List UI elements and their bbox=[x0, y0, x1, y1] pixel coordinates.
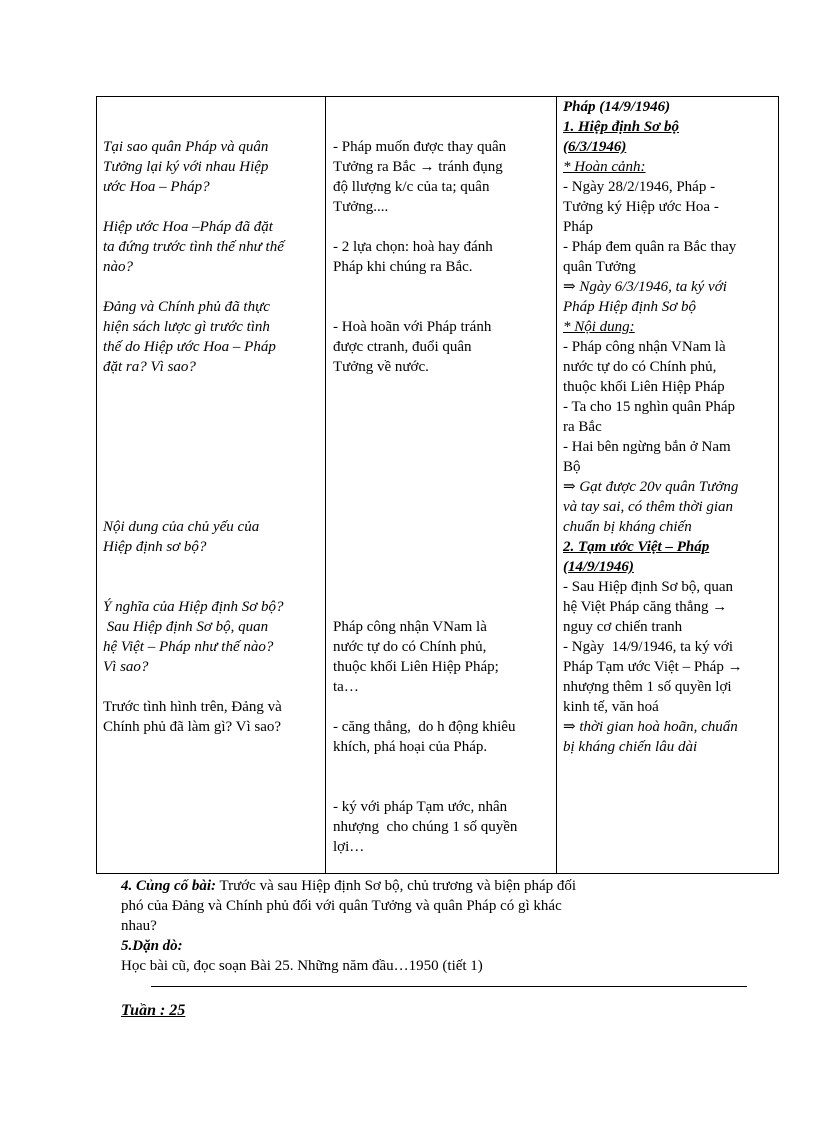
answers-column bbox=[326, 97, 557, 873]
continued-title: Pháp (14/9/1946) bbox=[563, 99, 671, 115]
context-lines bbox=[563, 177, 778, 277]
text-line: - Pháp muốn được thay quân bbox=[333, 139, 507, 155]
text-line: ước Hoa – Pháp? bbox=[103, 179, 210, 195]
answer-6 bbox=[333, 797, 517, 857]
text-line: - ký với pháp Tạm ước, nhân bbox=[333, 799, 508, 815]
text-line: độ llượng k/c của ta; quân bbox=[333, 179, 490, 195]
content-heading: * Nội dung: bbox=[563, 319, 635, 335]
text-line: ⇒ Gạt được 20v quân Tưởng bbox=[563, 479, 739, 495]
text-line: hiện sách lược gì trước tình bbox=[103, 319, 270, 335]
text-line: Ý nghĩa của Hiệp định Sơ bộ? bbox=[103, 599, 284, 615]
text-line: Nội dung của chủ yếu của bbox=[103, 519, 260, 535]
text-line: Hiệp ước Hoa –Pháp đã đặt bbox=[103, 219, 273, 235]
homework-text: Học bài cũ, đọc soạn Bài 25. Những năm đầu…1950 (tiết 1) bbox=[121, 958, 483, 974]
question-1 bbox=[103, 137, 268, 197]
answer-1 bbox=[333, 137, 506, 217]
text-line: - Hai bên ngừng bắn ở Nam bbox=[563, 439, 731, 455]
text-line: Tưởng.... bbox=[333, 199, 389, 215]
agreement-lines bbox=[563, 577, 778, 717]
week-label: Tuần : 25 bbox=[121, 1002, 186, 1019]
text-line: Pháp khi chúng ra Bắc. bbox=[333, 259, 473, 275]
homework-label: 5.Dặn dò: bbox=[121, 938, 183, 954]
text-line: thuộc khối Liên Hiệp Pháp; bbox=[333, 659, 499, 675]
text-line: Tưởng ra Bắc → tránh đụng bbox=[333, 159, 503, 175]
text-line: nhượng cho chúng 1 số quyền bbox=[333, 819, 518, 835]
text-line: được ctranh, đuổi quân bbox=[333, 339, 472, 355]
review-section bbox=[121, 876, 681, 976]
text-line: kinh tế, văn hoá bbox=[563, 699, 659, 715]
text-line: Chính phủ đã làm gì? Vì sao? bbox=[103, 719, 282, 735]
context-result bbox=[563, 277, 778, 317]
question-2 bbox=[103, 217, 284, 277]
context-heading: * Hoàn cảnh: bbox=[563, 159, 646, 175]
text-line: Pháp công nhận VNam là bbox=[333, 619, 487, 635]
text-line: (6/3/1946) bbox=[563, 139, 627, 155]
text-line: ta… bbox=[333, 679, 359, 695]
section-2-heading bbox=[563, 537, 778, 577]
agreement-result bbox=[563, 717, 778, 757]
text-line: Hiệp định sơ bộ? bbox=[103, 539, 207, 555]
text-line: - Sau Hiệp định Sơ bộ, quan bbox=[563, 579, 734, 595]
text-line: ⇒ Ngày 6/3/1946, ta ký với bbox=[563, 279, 727, 295]
text-line: đặt ra? Vì sao? bbox=[103, 359, 196, 375]
text-line: - Ta cho 15 nghìn quân Pháp bbox=[563, 399, 735, 415]
text-line: Tưởng ký Hiệp ước Hoa - bbox=[563, 199, 719, 215]
text-line: 2. Tạm ước Việt – Pháp bbox=[563, 539, 710, 555]
question-3 bbox=[103, 297, 276, 377]
answer-3 bbox=[333, 317, 491, 377]
answer-5 bbox=[333, 717, 515, 757]
text-line: nguy cơ chiến tranh bbox=[563, 619, 683, 635]
text-line: hệ Việt – Pháp như thế nào? bbox=[103, 639, 274, 655]
text-line: ⇒ thời gian hoà hoãn, chuẩn bbox=[563, 719, 738, 735]
text-line: thế do Hiệp ước Hoa – Pháp bbox=[103, 339, 276, 355]
text-line: lợi… bbox=[333, 839, 365, 855]
content-lines bbox=[563, 337, 778, 477]
content-column bbox=[557, 97, 778, 873]
text-line: khích, phá hoại của Pháp. bbox=[333, 739, 488, 755]
text-line: nào? bbox=[103, 259, 133, 275]
text-line: Tưởng về nước. bbox=[333, 359, 429, 375]
text-line: Pháp Tạm ước Việt – Pháp → bbox=[563, 659, 743, 675]
answer-2 bbox=[333, 237, 493, 277]
text-line: Bộ bbox=[563, 459, 581, 475]
section-1-heading bbox=[563, 117, 778, 157]
divider-line bbox=[151, 986, 747, 987]
text-line: Tưởng lại ký với nhau Hiệp bbox=[103, 159, 269, 175]
text-line: bị kháng chiến lâu dài bbox=[563, 739, 698, 755]
text-line: ta đứng trước tình thế như thế bbox=[103, 239, 284, 255]
text-line: - Hoà hoãn với Pháp tránh bbox=[333, 319, 492, 335]
review-text-1: Trước và sau Hiệp định Sơ bộ, chủ trương và biện pháp đối bbox=[216, 878, 577, 894]
text-line: Trước tình hình trên, Đảng và bbox=[103, 699, 282, 715]
text-line: Tại sao quân Pháp và quân bbox=[103, 139, 269, 155]
text-line: - Pháp đem quân ra Bắc thay bbox=[563, 239, 737, 255]
questions-column bbox=[97, 97, 326, 873]
text-line: quân Tưởng bbox=[563, 259, 636, 275]
answer-4 bbox=[333, 617, 499, 697]
review-label: 4. Củng cố bài: bbox=[121, 878, 217, 894]
text-line: (14/9/1946) bbox=[563, 559, 634, 575]
text-line: và tay sai, có thêm thời gian bbox=[563, 499, 734, 515]
text-line: Pháp bbox=[563, 219, 593, 235]
content-result bbox=[563, 477, 778, 537]
text-line: nhượng thêm 1 số quyền lợi bbox=[563, 679, 732, 695]
question-5 bbox=[103, 597, 284, 677]
question-6 bbox=[103, 697, 282, 737]
review-text-3: nhau? bbox=[121, 918, 157, 934]
text-line: - Ngày 14/9/1946, ta ký với bbox=[563, 639, 733, 655]
text-line: ra Bắc bbox=[563, 419, 602, 435]
lesson-table bbox=[96, 96, 779, 874]
text-line: Sau Hiệp định Sơ bộ, quan bbox=[103, 619, 269, 635]
text-line: - Pháp công nhận VNam là bbox=[563, 339, 726, 355]
text-line: nước tự do có Chính phủ, bbox=[563, 359, 717, 375]
question-4 bbox=[103, 517, 259, 557]
text-line: - căng thẳng, do h động khiêu bbox=[333, 719, 516, 735]
text-line: - 2 lựa chọn: hoà hay đánh bbox=[333, 239, 493, 255]
text-line: thuộc khối Liên Hiệp Pháp bbox=[563, 379, 725, 395]
text-line: hệ Việt Pháp căng thẳng → bbox=[563, 599, 728, 615]
text-line: Pháp Hiệp định Sơ bộ bbox=[563, 299, 696, 315]
text-line: Đảng và Chính phủ đã thực bbox=[103, 299, 270, 315]
review-text-2: phó của Đảng và Chính phủ đối với quân Tưởng và quân Pháp có gì khác bbox=[121, 898, 562, 914]
text-line: 1. Hiệp định Sơ bộ bbox=[563, 119, 679, 135]
text-line: - Ngày 28/2/1946, Pháp - bbox=[563, 179, 716, 195]
text-line: Vì sao? bbox=[103, 659, 149, 675]
text-line: chuẩn bị kháng chiến bbox=[563, 519, 692, 535]
text-line: nước tự do có Chính phủ, bbox=[333, 639, 487, 655]
